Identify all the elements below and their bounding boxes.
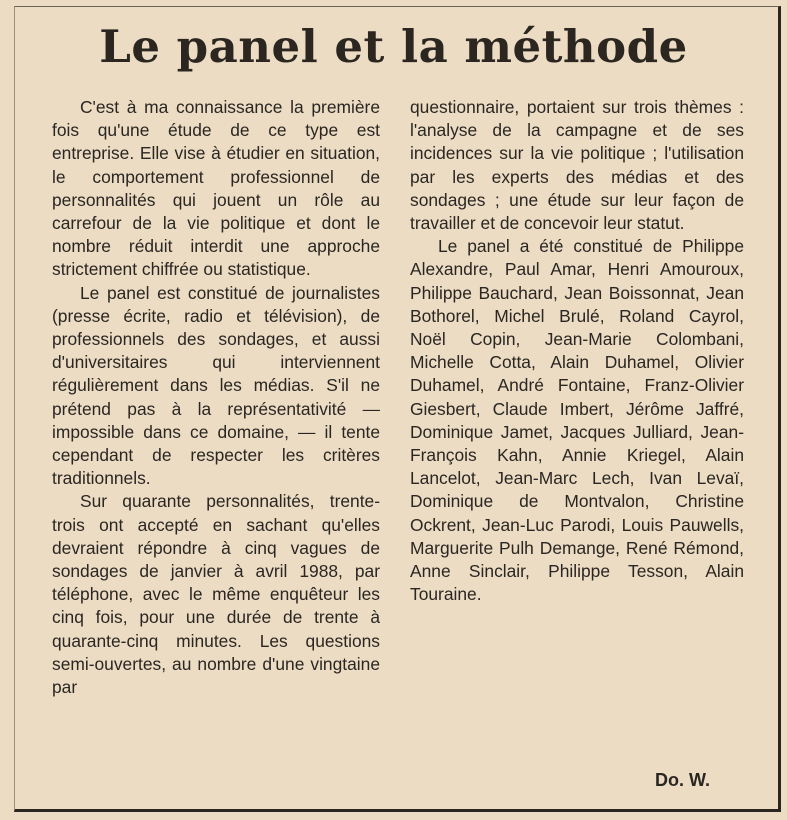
paragraph-panel-members: Le panel a été constitué de Philippe Alexandre, Paul Amar, Henri Amouroux, Philippe Bauchard, Jean Boissonnat, Jean Bothorel, Michel Brulé, Roland Cayrol, Noël Copin, Jean-Marie Colombani, Michelle Cotta, Alain Duhamel, Olivier Duhamel, André Fontaine, Franz-Olivier Giesbert, Claude Imbert, Jérôme Jaffré, Dominique Jamet, Jacques Julliard, Jean-François Kahn, Annie Kriegel, Alain Lancelot, Jean-Marc Lech, Ivan Levaï, Dominique de Montvalon, Christine Ockrent, Jean-Luc Parodi, Louis Pauwells, Marguerite Pulh Demange, René Rémond, Anne Sinclair, Philippe Tesson, Alain Touraine. xyxy=(410,236,744,605)
author-signature: Do. W. xyxy=(655,770,710,790)
article-title: Le panel et la méthode xyxy=(99,20,688,73)
paragraph-method: Sur quarante personnalités, trente-trois ont accepté en sachant qu'elles devraient répondre à cinq vagues de sondages de janvier à avril 1988, par téléphone, avec le même enquêteur les cinq fois, pour une durée de trente à quarante-cinq minutes. Les questions semi-ouvertes, au nombre d'une vingtaine par xyxy=(52,491,380,698)
right-column xyxy=(410,96,744,606)
paragraph-intro: C'est à ma connaissance la première fois qu'une étude de ce type est entreprise. Elle vise à étudier en situation, le comportement professionnel de personnalités qui jouent un rôle au carrefour de la vie politique et dont le nombre réduit interdit une approche strictement chiffrée ou statistique. xyxy=(52,97,380,280)
left-column xyxy=(52,96,380,699)
paragraph-questionnaire: questionnaire, portaient sur trois thèmes : l'analyse de la campagne et de ses incidences sur la vie politique ; l'utilisation par les experts des médias et des sondages ; une étude sur leur façon de travailler et de concevoir leur statut. xyxy=(410,97,744,234)
paragraph-panel-composition: Le panel est constitué de journalistes (presse écrite, radio et télévision), de professionnels des sondages, et aussi d'universitaires qui interviennent régulièrement dans les médias. S'il ne prétend pas à la représentativité — impossible dans ce domaine, — il tente cependant de respecter les critères traditionnels. xyxy=(52,282,380,489)
